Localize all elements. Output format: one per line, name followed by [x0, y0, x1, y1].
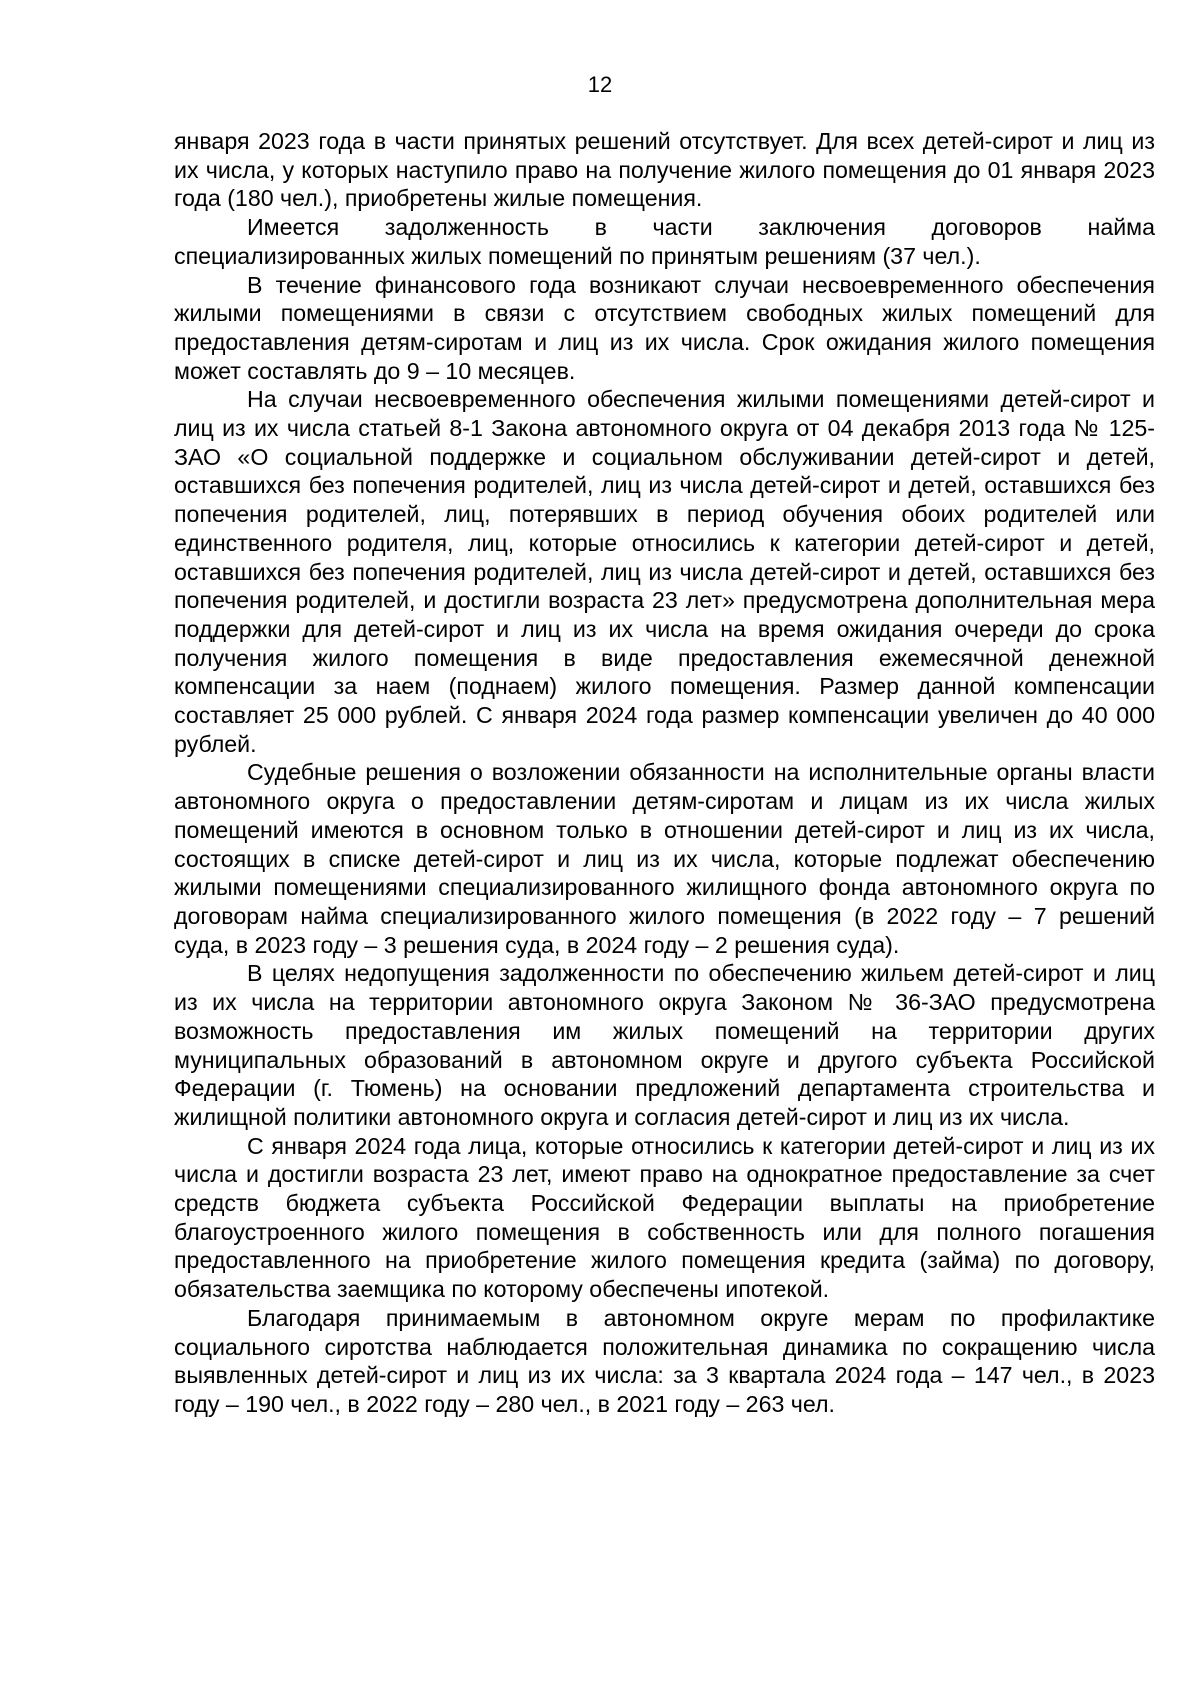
page-number: 12	[587, 72, 613, 97]
paragraph-5: Судебные решения о возложении обязанности на исполнительные органы власти автономного округа о предоставлении детям-сиротам и лицам из их числа жилых помещений имеются в основном только в отношении детей-сирот и лиц из их числа, состоящих в списке детей-сирот и лиц из их числа, которые подлежат обеспечению жилыми помещениями специализированного жилищного фонда автономного округа по договорам найма специализированного жилого помещения (в 2022 году – 7 решений суда, в 2023 году – 3 решения суда, в 2024 году – 2 решения суда).	[174, 759, 1155, 958]
paragraph-4: На случаи несвоевременного обеспечения жилыми помещениями детей-сирот и лиц из их числа статьей 8-1 Закона автономного округа от 04 декабря 2013 года № 125-ЗАО «О социальной поддержке и социальном обслуживании детей-сирот и детей, оставшихся без попечения родителей, лиц из числа детей-сирот и детей, оставшихся без попечения родителей, лиц, потерявших в период обучения обоих родителей или единственного родителя, лиц, которые относились к категории детей-сирот и детей, оставшихся без попечения родителей, лиц из числа детей-сирот и детей, оставшихся без попечения родителей, и достигли возраста 23 лет» предусмотрена дополнительная мера поддержки для детей-сирот и лиц из их числа на время ожидания очереди до срока получения жилого помещения в виде предоставления ежемесячной денежной компенсации за наем (поднаем) жилого помещения. Размер данной компенсации составляет 25 000 рублей. С января 2024 года размер компенсации увеличен до 40 000 рублей.	[174, 386, 1155, 757]
paragraph-3: В течение финансового года возникают случаи несвоевременного обеспечения жилыми помещениями в связи с отсутствием свободных жилых помещений для предоставления детям-сиротам и лиц из их числа. Срок ожидания жилого помещения может составлять до 9 – 10 месяцев.	[174, 271, 1155, 384]
body-text	[174, 127, 1155, 1419]
paragraph-2: Имеется задолженность в части заключения договоров найма специализированных жилых помещений по принятым решениям (37 чел.).	[174, 214, 1155, 269]
paragraph-1: января 2023 года в части принятых решений отсутствует. Для всех детей-сирот и лиц из их числа, у которых наступило право на получение жилого помещения до 01 января 2023 года (180 чел.), приобретены жилые помещения.	[174, 128, 1155, 212]
paragraph-8: Благодаря принимаемым в автономном округе мерам по профилактике социального сиротства наблюдается положительная динамика по сокращению числа выявленных детей-сирот и лиц из их числа: за 3 квартала 2024 года – 147 чел., в 2023 году – 190 чел., в 2022 году – 280 чел., в 2021 году – 263 чел.	[174, 1304, 1155, 1417]
paragraph-6: В целях недопущения задолженности по обеспечению жильем детей-сирот и лиц из их числа на территории автономного округа Законом № 36-ЗАО предусмотрена возможность предоставления им жилых помещений на территории других муниципальных образований в автономном округе и другого субъекта Российской Федерации (г. Тюмень) на основании предложений департамента строительства и жилищной политики автономного округа и согласия детей-сирот и лиц из их числа.	[174, 960, 1155, 1130]
paragraph-7: С января 2024 года лица, которые относились к категории детей-сирот и лиц из их числа и достигли возраста 23 лет, имеют право на однократное предоставление за счет средств бюджета субъекта Российской Федерации выплаты на приобретение благоустроенного жилого помещения в собственность или для полного погашения предоставленного на приобретение жилого помещения кредита (займа) по договору, обязательства заемщика по которому обеспечены ипотекой.	[174, 1132, 1155, 1303]
